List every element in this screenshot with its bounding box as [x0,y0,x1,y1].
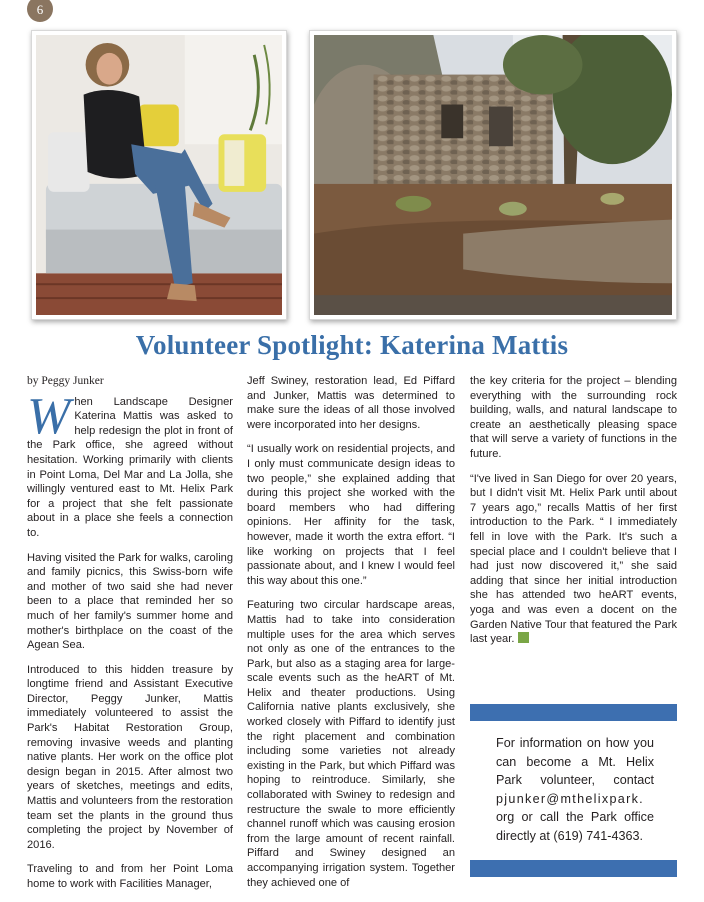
article-column-1 [27,374,233,902]
paragraph-text: “I've lived in San Diego for over 20 years, but I didn't visit Mt. Helix Park until about 7 years ago,” recalls Mattis of her first introduction to the Park. “ I immediately fell in love with the Park. It's such a special place and I couldn't believe that I had just now discovered it,” she said adding that since her initial introduction she has attended two heART events, yoga and was even a docent on the Garden Native Tour that featured the Park last year. [470,472,677,646]
info-text: For information on how you can become a Mt. Helix Park volunteer, contact [496,736,654,788]
contact-email[interactable]: pjunker@mthelixpark. [496,791,644,806]
info-box-bottom-bar [470,860,677,877]
paragraph: Having visited the Park for walks, caroling and family picnics, this Swiss-born wife and mother of two said she had never been to a place that reminded her so much of her family's summer home and mother's birthplace on the coast of the Agean Sea. [27,551,233,652]
article-column-3 [470,374,677,657]
paragraph [470,472,677,647]
info-text-end: org or call the Park office directly at (619) 741-4363. [496,810,654,843]
page-number-badge [27,0,53,22]
page-number: 6 [36,2,44,17]
portrait-photo-icon [36,35,282,315]
paragraph: Introduced to this hidden treasure by longtime friend and Assistant Executive Director, Peggy Junker, Mattis immediately volunteered to assist the Park's Habitat Restoration Group, removing invasive weeds and planting native plants. Her work on the office plot design began in 2015. After almost two years of sketches, meetings and edits, Mattis and volunteers from the restoration team set the plants in the ground thus completing the project by November of 2016. [27,663,233,851]
paragraph: the key criteria for the project – blending everything with the surrounding rock building, walls, and natural landscape to create an aesthetically pleasing space that will serve a variety of functions in the future. [470,375,677,460]
article-column-2 [247,374,455,900]
volunteer-info-box [496,734,654,846]
landscape-photo [309,30,677,320]
paragraph: Featuring two circular hardscape areas, Mattis had to take into consideration multiple uses for the area which serves not only as one of the entrances to the Park, but also as a staging area for large-scale events such as the heART of Mt. Helix and theater productions. Using California native plants exclusively, she worked closely with Piffard to identify just the right placement and combination including some varieties not already existing in the Park, but which Piffard was hoping to reintroduce. Similarly, she collaborated with Swiney to redesign and restructure the swale to more efficiently channel runoff which was causing erosion from the large amount of recent rainfall. Piffard and Swiney designed an accompanying irrigation system. Together they achieved one of [247,599,455,889]
paragraph: Jeff Swiney, restoration lead, Ed Piffard and Junker, Mattis was determined to make sure the ideas of all those involved were incorporated into her designs. [247,375,455,431]
byline: by Peggy Junker [27,375,104,387]
drop-cap: W [27,387,71,445]
paragraph-text: hen Landscape Designer Katerina Mattis was asked to help redesign the plot in front of the Park office, she agreed without hesitation. Working primarily with clients in Point Loma, Del Mar and La Jolla, she willingly ventured east to Mt. Helix Park for a project that she felt passionate about in a place she feels a connection to. [27,395,233,539]
paragraph: “I usually work on residential projects, and I only must communicate design ideas to two people,” she explained adding that during this project she worked with the board members who had differing opinions. Her affinity for the task, however, made it worth the extra effort. “I like working on projects that I feel passionate about, and I knew I would feel this way about this one.” [247,443,455,587]
portrait-photo [31,30,287,320]
article-headline: Volunteer Spotlight: Katerina Mattis [135,330,569,360]
info-box-top-bar [470,704,677,721]
paragraph: Traveling to and from her Point Loma home to work with Facilities Manager, [27,863,233,890]
landscape-photo-icon [314,35,672,315]
end-mark-icon [518,632,529,643]
paragraph [27,387,233,541]
